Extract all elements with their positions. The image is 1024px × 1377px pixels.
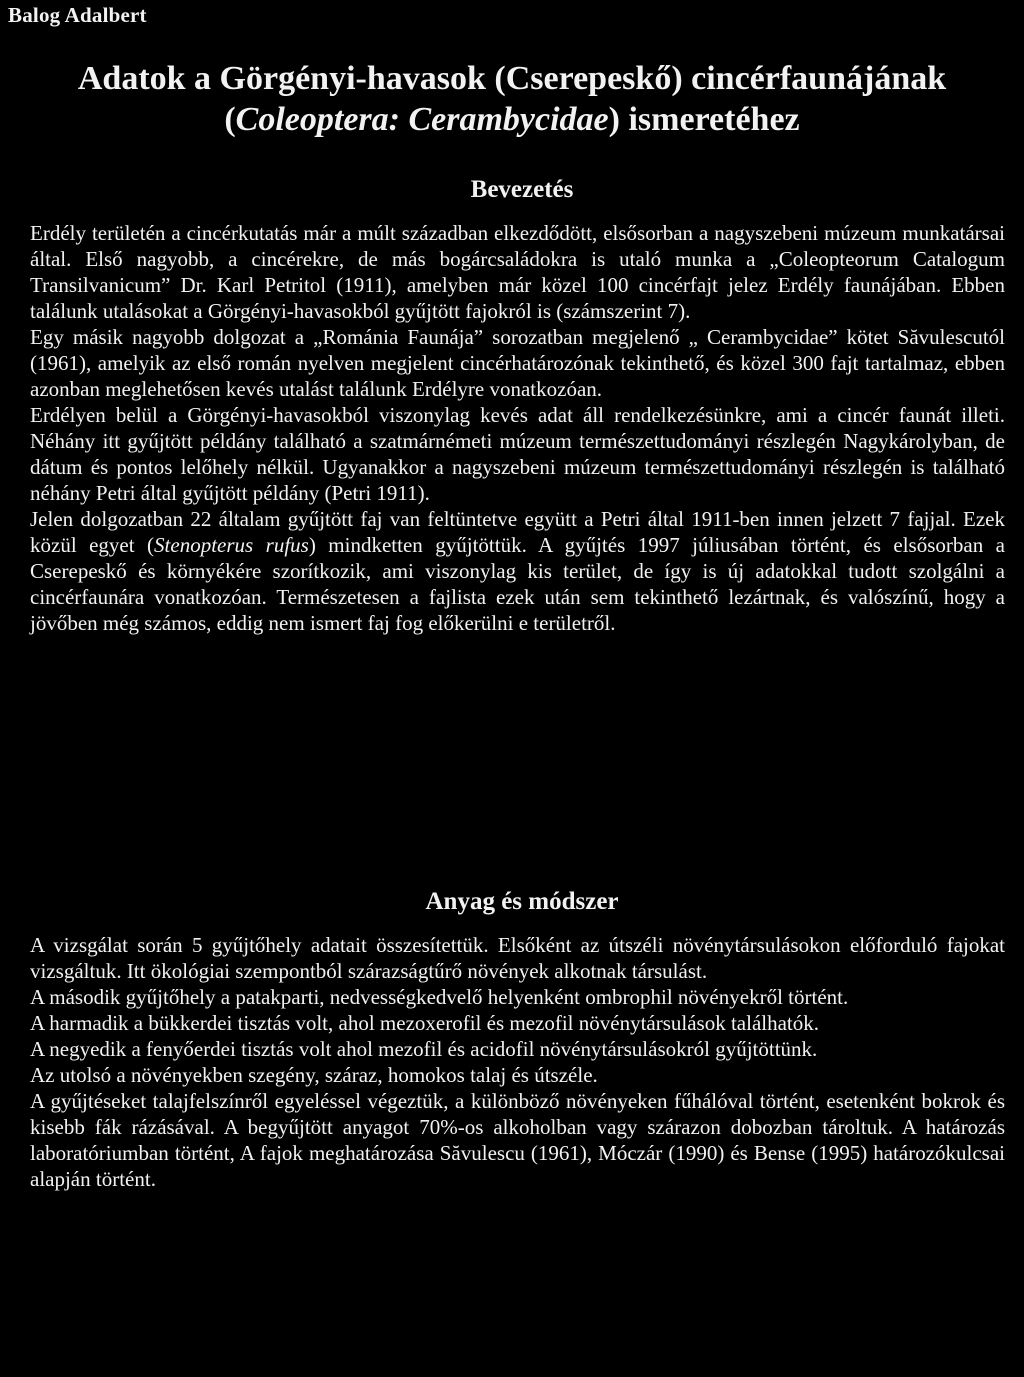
species-name-italic: Stenopterus rufus xyxy=(154,533,309,557)
methods-body xyxy=(30,932,1005,1192)
title-line-1: Adatok a Görgényi-havasok (Cserepeskő) cincérfaunájának xyxy=(77,60,947,97)
intro-paragraph-1: Erdély területén a cincérkutatás már a múlt században elkezdődött, elsősorban a nagyszebeni múzeum munkatársai által. Első nagyobb, a cincérekre, de más bogárcsaládokra is utaló munka a „Coleopteorum Catalogum Transilvanicum” Dr. Karl Petritol (1911), amelyben már közel 100 cincérfajt jelez Erdély faunájában. Ebben találunk utalásokat a Görgényi-havasokból gyűjtött fajokról is (számszerint 7). xyxy=(30,221,1005,323)
methods-paragraph-1: A vizsgálat során 5 gyűjtőhely adatait összesítettük. Elsőként az útszéli növénytársulásokon előforduló fajokat vizsgáltuk. Itt ökológiai szempontból szárazságtűrő növények alkotnak társulást. xyxy=(30,933,1005,983)
methods-paragraph-5: Az utolsó a növényekben szegény, száraz, homokos talaj és útszéle. xyxy=(30,1063,598,1087)
title-line-2-end: ) ismeretéhez xyxy=(608,101,800,138)
methods-paragraph-6: A gyűjtéseket talajfelszínről egyeléssel végeztük, a különböző növényeken fűhálóval történt, esetenként bokrok és kisebb fák rázásával. A begyűjtött anyagot 70%-os alkoholban vagy szárazon dobozban tároltuk. A határozás laboratóriumban történt, A fajok meghatározása Săvulescu (1961), Móczár (1990) és Bense (1995) határozókulcsai alapján történt. xyxy=(30,1089,1005,1191)
methods-paragraph-4: A negyedik a fenyőerdei tisztás volt ahol mezofil és acidofil növénytársulásokról gyűjtöttünk. xyxy=(30,1037,818,1061)
intro-paragraph-4 xyxy=(30,506,1005,636)
section-heading-intro: Bevezetés xyxy=(470,176,574,203)
methods-paragraph-2: A második gyűjtőhely a patakparti, nedvességkedvelő helyenként ombrophil növényekről történt. xyxy=(30,985,849,1009)
intro-paragraph-4-part-1: Jelen dolgozatban 22 általam gyűjtött faj van feltüntetve együtt a Petri által 1911-ben innen jelzett 7 fajjal. Ezek közül egyet ( xyxy=(30,507,1005,557)
methods-paragraph-3: A harmadik a bükkerdei tisztás volt, ahol mezoxerofil és mezofil növénytársulások találhatók. xyxy=(30,1011,820,1035)
author-name: Balog Adalbert xyxy=(8,3,147,27)
intro-body xyxy=(30,220,1005,636)
title-latin-taxon: Coleoptera: Cerambycidae xyxy=(235,101,609,138)
intro-paragraph-4-part-2: ) mindketten gyűjtöttük. A gyűjtés 1997 júliusában történt, és elsősorban a Cserepeskő és környékére szorítkozik, ami viszonylag kis terület, de így is új adatokkal tudott szolgálni a cincérfaunára vonatkozóan. Természetesen a fajlista ezek után sem tekinthető lezártnak, és valószínű, hogy a jövőben még számos, eddig nem ismert faj fog előkerülni e területről. xyxy=(30,533,1005,635)
title-paren-open: ( xyxy=(224,101,236,138)
section-heading-methods: Anyag és módszer xyxy=(425,888,619,915)
title-line-2 xyxy=(0,99,1024,140)
intro-paragraph-2: Egy másik nagyobb dolgozat a „Románia Faunája” sorozatban megjelenő „ Cerambycidae” kötet Săvulescutól (1961), amelyik az első román nyelven megjelent cincérhatározónak tekinthető, és közel 300 fajt tartalmaz, ebben azonban meglehetősen kevés utalást találunk Erdélyre vonatkozóan. xyxy=(30,325,1005,401)
intro-paragraph-3: Erdélyen belül a Görgényi-havasokból viszonylag kevés adat áll rendelkezésünkre, ami a cincér faunát illeti. Néhány itt gyűjtött példány található a szatmárnémeti múzeum természettudományi részlegén Nagykárolyban, de dátum és pontos lelőhely nélkül. Ugyanakkor a nagyszebeni múzeum természettudományi részlegén is található néhány Petri által gyűjtött példány (Petri 1911). xyxy=(30,403,1005,505)
paper-title xyxy=(0,58,1024,140)
